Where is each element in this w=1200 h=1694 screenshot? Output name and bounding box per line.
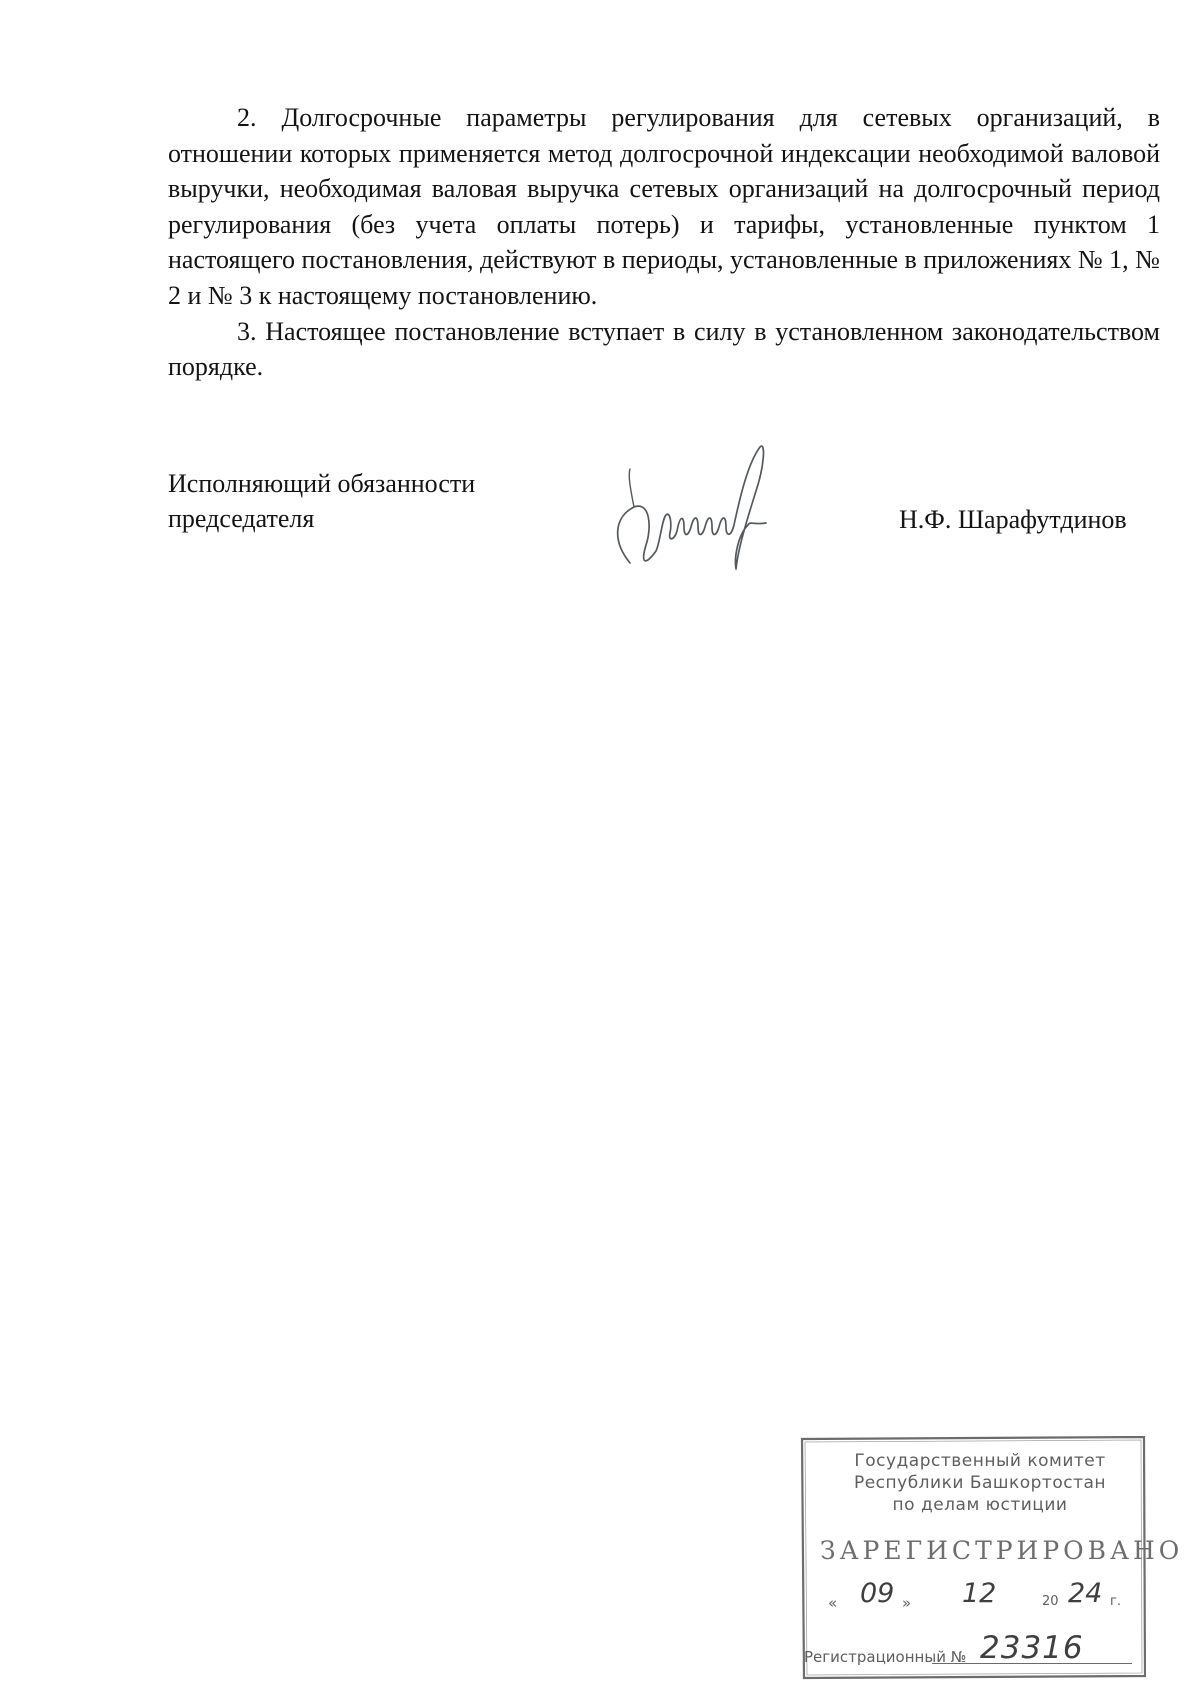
handwritten-signature	[600, 445, 768, 580]
stamp-date	[828, 1578, 1138, 1618]
registration-stamp	[800, 1436, 1184, 1680]
stamp-registered-mark: ЗАРЕГИСТРИРОВАНО	[820, 1536, 1184, 1565]
stamp-date-year-prefix: 20	[1042, 1594, 1059, 1609]
document-body	[168, 100, 1160, 385]
stamp-date-year-suffix: 24	[1068, 1578, 1103, 1609]
stamp-registration-label: Регистрационный №	[804, 1648, 967, 1666]
stamp-date-day: 09	[860, 1578, 895, 1609]
stamp-date-month: 12	[962, 1578, 997, 1609]
signatory-title	[168, 466, 588, 536]
stamp-date-close-quote: »	[902, 1594, 912, 1612]
stamp-line-1: Государственный комитет	[854, 1451, 1106, 1471]
paragraph-2: 2. Долгосрочные параметры регулирования для сетевых организаций, в отношении которых применяется метод долгосрочной индексации необходимой валовой выручки, необходимая валовая выручка сетевых организаций на долгосрочный период регулирования (без учета оплаты потерь) и тарифы, установленные пунктом 1 настоящего постановления, действуют в периоды, установленные в приложениях № 1, № 2 и № 3 к настоящему постановлению.	[168, 103, 1160, 310]
signatory-name: Н.Ф. Шарафутдинов	[899, 505, 1127, 534]
stamp-date-year-unit: г.	[1110, 1594, 1121, 1609]
stamp-registration-number: 23316	[980, 1630, 1084, 1666]
signatory-title-line-1: Исполняющий обязанности	[168, 469, 476, 498]
stamp-line-2: Республики Башкортостан	[853, 1473, 1107, 1493]
stamp-registration-underline	[932, 1663, 1132, 1664]
paragraph-3: 3. Настоящее постановление вступает в силу в установленном законодательством порядке.	[168, 316, 1160, 382]
stamp-line-3: по делам юстиции	[892, 1495, 1068, 1515]
stamp-date-open-quote: «	[828, 1594, 838, 1612]
signatory-title-line-2: председателя	[168, 504, 315, 533]
